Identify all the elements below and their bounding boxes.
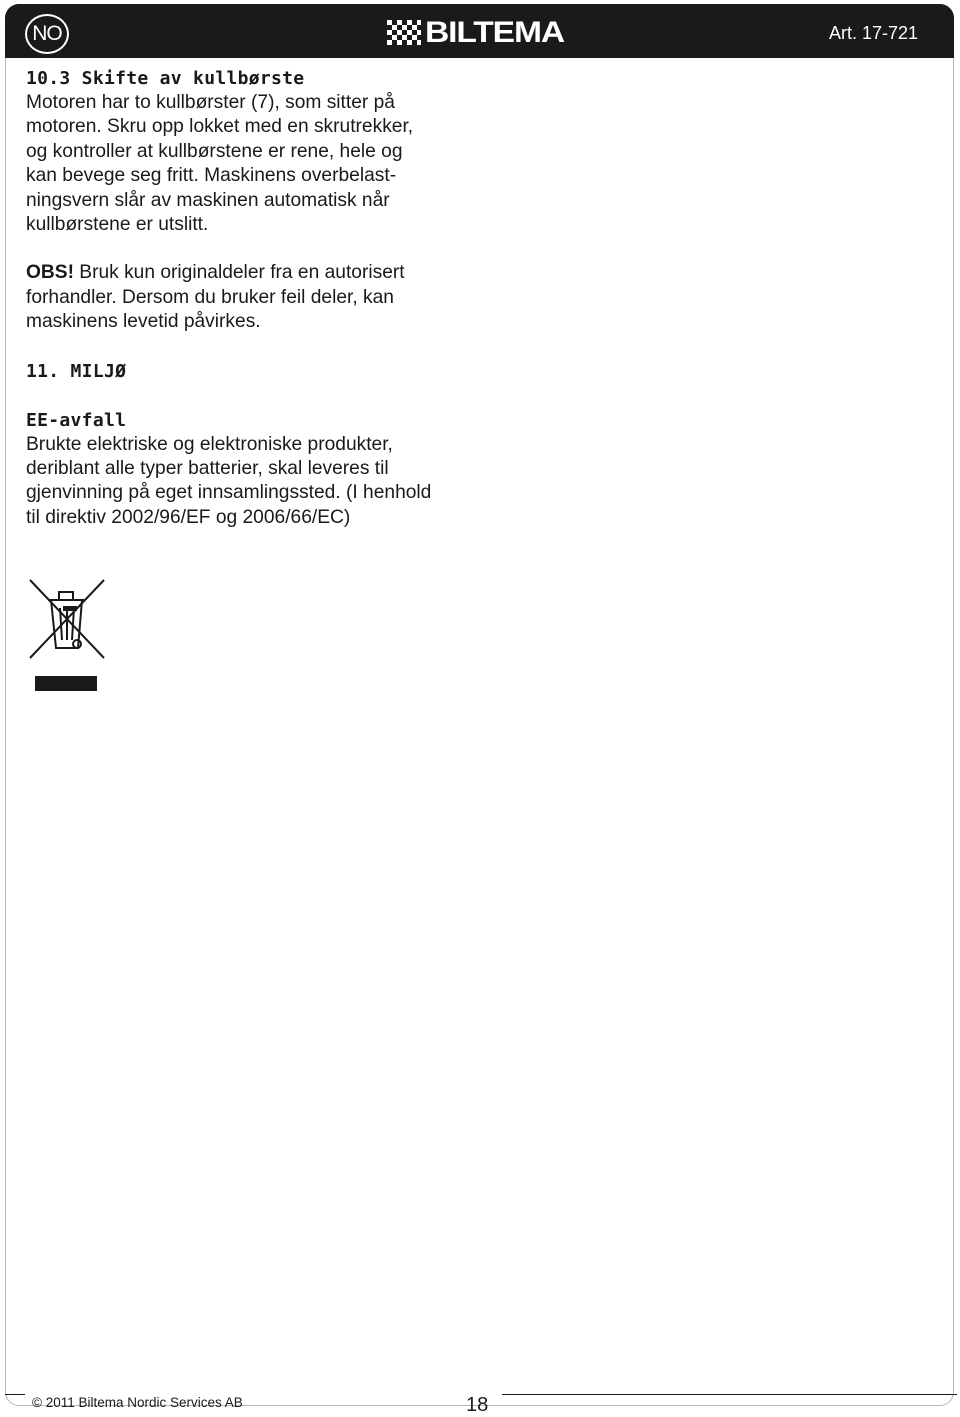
- body-line: motoren. Skru opp lokket med en skrutrekker,: [26, 116, 414, 138]
- footer-rule-left: [5, 1394, 25, 1395]
- note-line: [26, 261, 486, 285]
- body-line: ningsvern slår av maskinen automatisk når: [26, 189, 390, 211]
- note-block: [26, 261, 486, 334]
- section-heading-10-3: 10.3 Skifte av kullbørste: [26, 68, 305, 89]
- section-11-body: [26, 433, 486, 531]
- language-badge: NO: [25, 14, 69, 54]
- body-line: Motoren har to kullbørster (7), som sitter på: [26, 92, 395, 113]
- note-line: maskinens levetid påvirkes.: [26, 311, 261, 333]
- weee-bar: [35, 676, 97, 691]
- body-line: deriblant alle typer batterier, skal leveres til: [26, 458, 389, 480]
- section-10-3-body: [26, 91, 486, 237]
- body-line: kan bevege seg fritt. Maskinens overbelast-: [26, 165, 397, 187]
- subheading-ee-avfall: EE-avfall: [26, 409, 127, 431]
- brand-name: BILTEMA: [425, 16, 564, 49]
- page-number: 18: [466, 1394, 489, 1416]
- article-number: Art. 17-721: [828, 23, 918, 43]
- section-heading-11: 11. MILJØ: [26, 360, 127, 382]
- footer-rule-right: [502, 1394, 957, 1395]
- body-line: til direktiv 2002/96/EF og 2006/66/EC): [26, 506, 351, 528]
- body-line: gjenvinning på eget innsamlingssted. (I henhold: [26, 482, 432, 504]
- copyright-text: © 2011 Biltema Nordic Services AB: [32, 1395, 243, 1410]
- page-header: [5, 4, 954, 58]
- body-line: og kontroller at kullbørstene er rene, hele og: [26, 140, 403, 162]
- checkered-flag-icon: [387, 20, 421, 46]
- body-line: kullbørstene er utslitt.: [26, 214, 209, 236]
- body-line: Brukte elektriske og elektroniske produkter,: [26, 433, 393, 455]
- brand-logo: [387, 16, 564, 49]
- main-content: [26, 66, 486, 530]
- note-line: forhandler. Dersom du bruker feil deler, kan: [26, 286, 394, 308]
- crossed-out-wheelie-bin-icon: [26, 578, 108, 662]
- note-text: Bruk kun originaldeler fra en autorisert: [73, 262, 405, 284]
- note-label: OBS!: [26, 262, 74, 284]
